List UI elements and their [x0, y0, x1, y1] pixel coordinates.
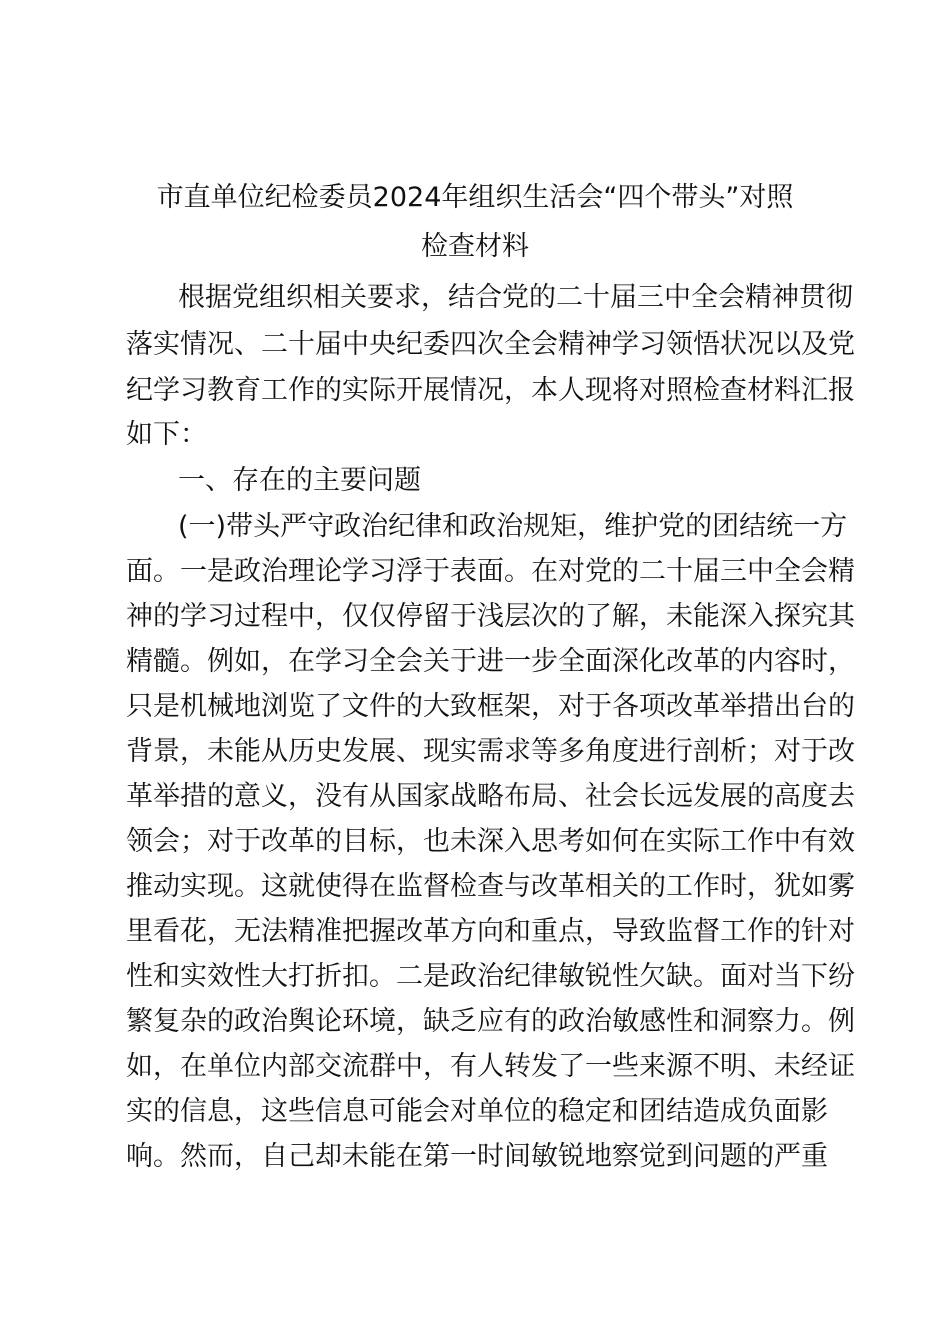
subsection-heading-line: ( 一 ) 带 头 严 守 政 治 纪 律 和 政 治 规 矩 ， 维 护 党 的 团 结 统 一 方	[178, 511, 848, 542]
paragraph-line: 响 。 然 而 ， 自 己 却 未 能 在 第 一 时 间 敏 锐 地 察 觉 到 问 题 的 严 重	[126, 1141, 828, 1172]
paragraph-line: 面 。 一 是 政 治 理 论 学 习 浮 于 表 面 。 在 对 党 的 二 十 届 三 中 全 会 精	[126, 556, 855, 587]
paragraph-line: 领 会 ； 对 于 改 革 的 目 标 ， 也 未 深 入 思 考 如 何 在 实 际 工 作 中 有 效	[126, 826, 855, 857]
section-heading: 一、存在的主要问题	[178, 465, 421, 496]
paragraph-line: 落 实 情 况 、 二 十 届 中 央 纪 委 四 次 全 会 精 神 学 习 领 悟 状 况 以 及 党	[126, 329, 855, 360]
paragraph-line: 如 ， 在 单 位 内 部 交 流 群 中 ， 有 人 转 发 了 一 些 来 源 不 明 、 未 经 证	[126, 1051, 855, 1082]
paragraph-line: 只 是 机 械 地 浏 览 了 文 件 的 大 致 框 架 ， 对 于 各 项 改 革 举 措 出 台 的	[126, 691, 855, 722]
paragraph-line: 精 髓 。 例 如 ， 在 学 习 全 会 关 于 进 一 步 全 面 深 化 改 革 的 内 容 时 ，	[126, 646, 855, 677]
paragraph-line: 如下：	[126, 419, 207, 450]
paragraph-line: 里 看 花 ， 无 法 精 准 把 握 改 革 方 向 和 重 点 ， 导 致 监 督 工 作 的 针 对	[126, 916, 855, 947]
paragraph-line: 实 的 信 息 ， 这 些 信 息 可 能 会 对 单 位 的 稳 定 和 团 结 造 成 负 面 影	[126, 1096, 828, 1127]
paragraph-line: 革 举 措 的 意 义 ， 没 有 从 国 家 战 略 布 局 、 社 会 长 远 发 展 的 高 度 去	[126, 781, 855, 812]
paragraph-line: 背 景 ， 未 能 从 历 史 发 展 、 现 实 需 求 等 多 角 度 进 行 剖 析 ； 对 于 改	[126, 736, 855, 767]
paragraph-line: 神 的 学 习 过 程 中 ， 仅 仅 停 留 于 浅 层 次 的 了 解 ， 未 能 深 入 探 究 其	[126, 601, 855, 632]
paragraph-line: 纪 学 习 教 育 工 作 的 实 际 开 展 情 况 ， 本 人 现 将 对 照 检 查 材 料 汇 报	[126, 375, 855, 406]
paragraph-line: 繁 复 杂 的 政 治 舆 论 环 境 ， 缺 乏 应 有 的 政 治 敏 感 性 和 洞 察 力 。 例	[126, 1006, 855, 1037]
paragraph-line: 性 和 实 效 性 大 打 折 扣 。 二 是 政 治 纪 律 敏 锐 性 欠 缺 。 面 对 当 下 纷	[126, 961, 855, 992]
document-title-line-1: 市直单位纪检委员2024年组织生活会“四个带头”对照	[156, 182, 794, 213]
paragraph-line: 推 动 实 现 。 这 就 使 得 在 监 督 检 查 与 改 革 相 关 的 工 作 时 ， 犹 如 雾	[126, 871, 855, 902]
paragraph-line: 根 据 党 组 织 相 关 要 求 ， 结 合 党 的 二 十 届 三 中 全 会 精 神 贯 彻	[178, 282, 853, 313]
document-title-line-2: 检查材料	[421, 231, 529, 262]
